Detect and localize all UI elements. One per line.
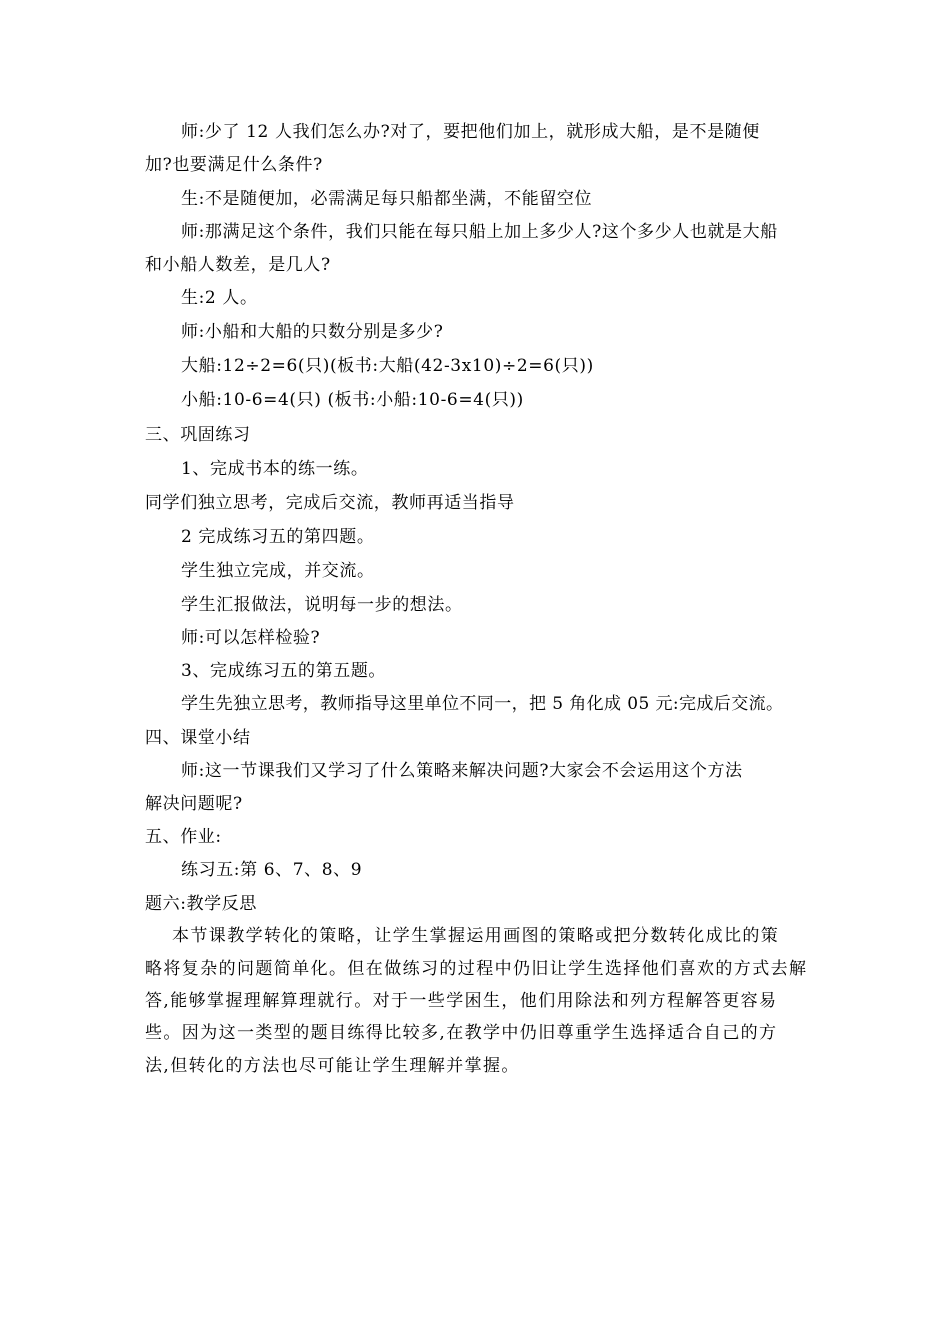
- text-line: 学生先独立思考，教师指导这里单位不同一，把 5 角化成 05 元:完成后交流。: [181, 694, 784, 714]
- text-line: 答,能够掌握理解算理就行。对于一些学困生，他们用除法和列方程解答更容易: [145, 991, 778, 1011]
- text-line: 师:可以怎样检验?: [181, 628, 321, 648]
- text-line: 生:不是随便加，必需满足每只船都坐满，不能留空位: [181, 189, 593, 209]
- text-line: 师:少了 12 人我们怎么办?对了，要把他们加上，就形成大船，是不是随便: [181, 122, 760, 142]
- text-line: 本节课教学转化的策略，让学生掌握运用画图的策略或把分数转化成比的策: [172, 926, 780, 946]
- section-heading: 题六:教学反思: [145, 894, 257, 914]
- text-line: 加?也要满足什么条件?: [145, 155, 323, 175]
- text-line: 些。因为这一类型的题目练得比较多,在教学中仍旧尊重学生选择适合自己的方: [145, 1023, 778, 1043]
- section-heading: 四、课堂小结: [145, 728, 251, 748]
- text-line: 小船:10-6=4(只) (板书:小船:10-6=4(只)): [181, 390, 524, 410]
- text-line: 2 完成练习五的第四题。: [181, 527, 375, 547]
- text-line: 3、完成练习五的第五题。: [181, 661, 387, 681]
- text-line: 师:那满足这个条件，我们只能在每只船上加上多少人?这个多少人也就是大船: [181, 222, 778, 242]
- text-line: 学生汇报做法，说明每一步的想法。: [181, 595, 463, 615]
- text-line: 学生独立完成，并交流。: [181, 561, 375, 581]
- text-line: 法,但转化的方法也尽可能让学生理解并掌握。: [145, 1056, 520, 1076]
- text-line: 大船:12÷2=6(只)(板书:大船(42-3x10)÷2=6(只)): [181, 356, 594, 376]
- text-line: 略将复杂的问题简单化。但在做练习的过程中仍旧让学生选择他们喜欢的方式去解: [145, 959, 808, 979]
- text-line: 师:小船和大船的只数分别是多少?: [181, 322, 444, 342]
- text-line: 1、完成书本的练一练。: [181, 459, 369, 479]
- text-line: 练习五:第 6、7、8、9: [181, 860, 363, 880]
- text-line: 师:这一节课我们又学习了什么策略来解决问题?大家会不会运用这个方法: [181, 761, 743, 781]
- text-line: 同学们独立思考，完成后交流，教师再适当指导: [145, 493, 515, 513]
- section-heading: 五、作业:: [145, 827, 222, 847]
- text-line: 生:2 人。: [181, 288, 258, 308]
- text-line: 解决问题呢?: [145, 794, 243, 814]
- section-heading: 三、巩固练习: [145, 425, 251, 445]
- text-line: 和小船人数差，是几人?: [145, 255, 331, 275]
